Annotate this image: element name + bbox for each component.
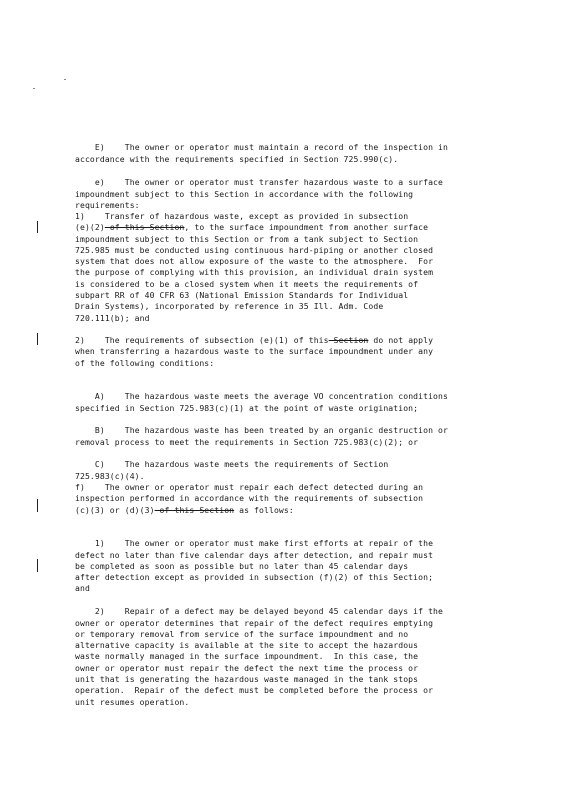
deleted-text: Section bbox=[328, 335, 369, 345]
scan-speck bbox=[64, 79, 66, 80]
paragraph-text: 1) Transfer of hazardous waste, except as provided in subsection (e)(2) bbox=[75, 211, 409, 233]
paragraph-text: 2) Repair of a defect may be delayed beyond 45 calendar days if the owner or operator determines that repair of the defect requires emptying or temporary removal from service of the surface impoundment and no alternative capacity is available at the site to accept the hazardous waste normally managed in the surface impoundment. In this case, the owner or operator must repair the defect the next time the process or unit that is generating the hazardous waste managed in the tank stops operation. Repair of the defect must be completed before the process or unit resumes operation. bbox=[75, 606, 444, 707]
paragraph-text: E) The owner or operator must maintain a record of the inspection in accordance with the requirements specified in Section 725.990(c). bbox=[75, 142, 448, 164]
paragraph-text: f) The owner or operator must repair each defect detected during an inspection performed in accordance with the requirements of subsection (c)(3) or (d)(3) bbox=[75, 482, 424, 515]
deleted-text: of this Section bbox=[104, 222, 185, 233]
paragraph-f bbox=[75, 482, 515, 516]
revision-bar bbox=[37, 221, 38, 233]
revision-bar bbox=[37, 333, 38, 345]
paragraph-text: do not apply when transferring a hazardous waste to the surface impoundment under any of the following conditions: bbox=[75, 335, 434, 368]
paragraph-text: 2) The requirements of subsection (e)(1) of this bbox=[75, 335, 329, 345]
scan-speck bbox=[33, 88, 35, 89]
deleted-text: of this Section bbox=[154, 504, 235, 515]
paragraph-e2 bbox=[75, 335, 515, 369]
paragraph-text: A) The hazardous waste meets the average VO concentration conditions specified in Section 725.983(c)(1) at the point of waste origination; bbox=[75, 391, 448, 413]
paragraph-text: as follows: bbox=[234, 504, 294, 515]
paragraph-text: 1) The owner or operator must make first efforts at repair of the defect no later than five calendar days after detection, and repair must be completed as soon as possible but no later than 45 calendar days after detection except as provided in subsection (f)(2) of this Section; and bbox=[75, 538, 434, 594]
revision-bar bbox=[37, 559, 38, 572]
paragraph-text: C) The hazardous waste meets the requirements of Section 725.983(c)(4). bbox=[75, 459, 389, 481]
paragraph-text: , to the surface impoundment from another surface impoundment subject to this Section or from a tank subject to Section 725.985 must be conducted using continuous hard-piping or another closed system that does not allow exposure of the waste to the atmosphere. For the purpose of complying with this provision, an individual drain system is considered to be a closed system when it meets the requirements of subpart RR of 40 CFR 63 (National Emission Standards for Individual Drain Systems), incorporated by reference in 35 Ill. Adm. Code 720.111(b); and bbox=[75, 222, 434, 323]
paragraph-e1 bbox=[75, 211, 515, 324]
paragraph-text: e) The owner or operator must transfer hazardous waste to a surface impoundment subject to this Section in accordance with the following requirements: bbox=[75, 177, 444, 210]
revision-bar bbox=[37, 499, 38, 512]
paragraph-f2 bbox=[75, 595, 515, 719]
paragraph-text: B) The hazardous waste has been treated by an organic destruction or removal process to meet the requirements in Section 725.983(c)(2); or bbox=[75, 425, 448, 447]
